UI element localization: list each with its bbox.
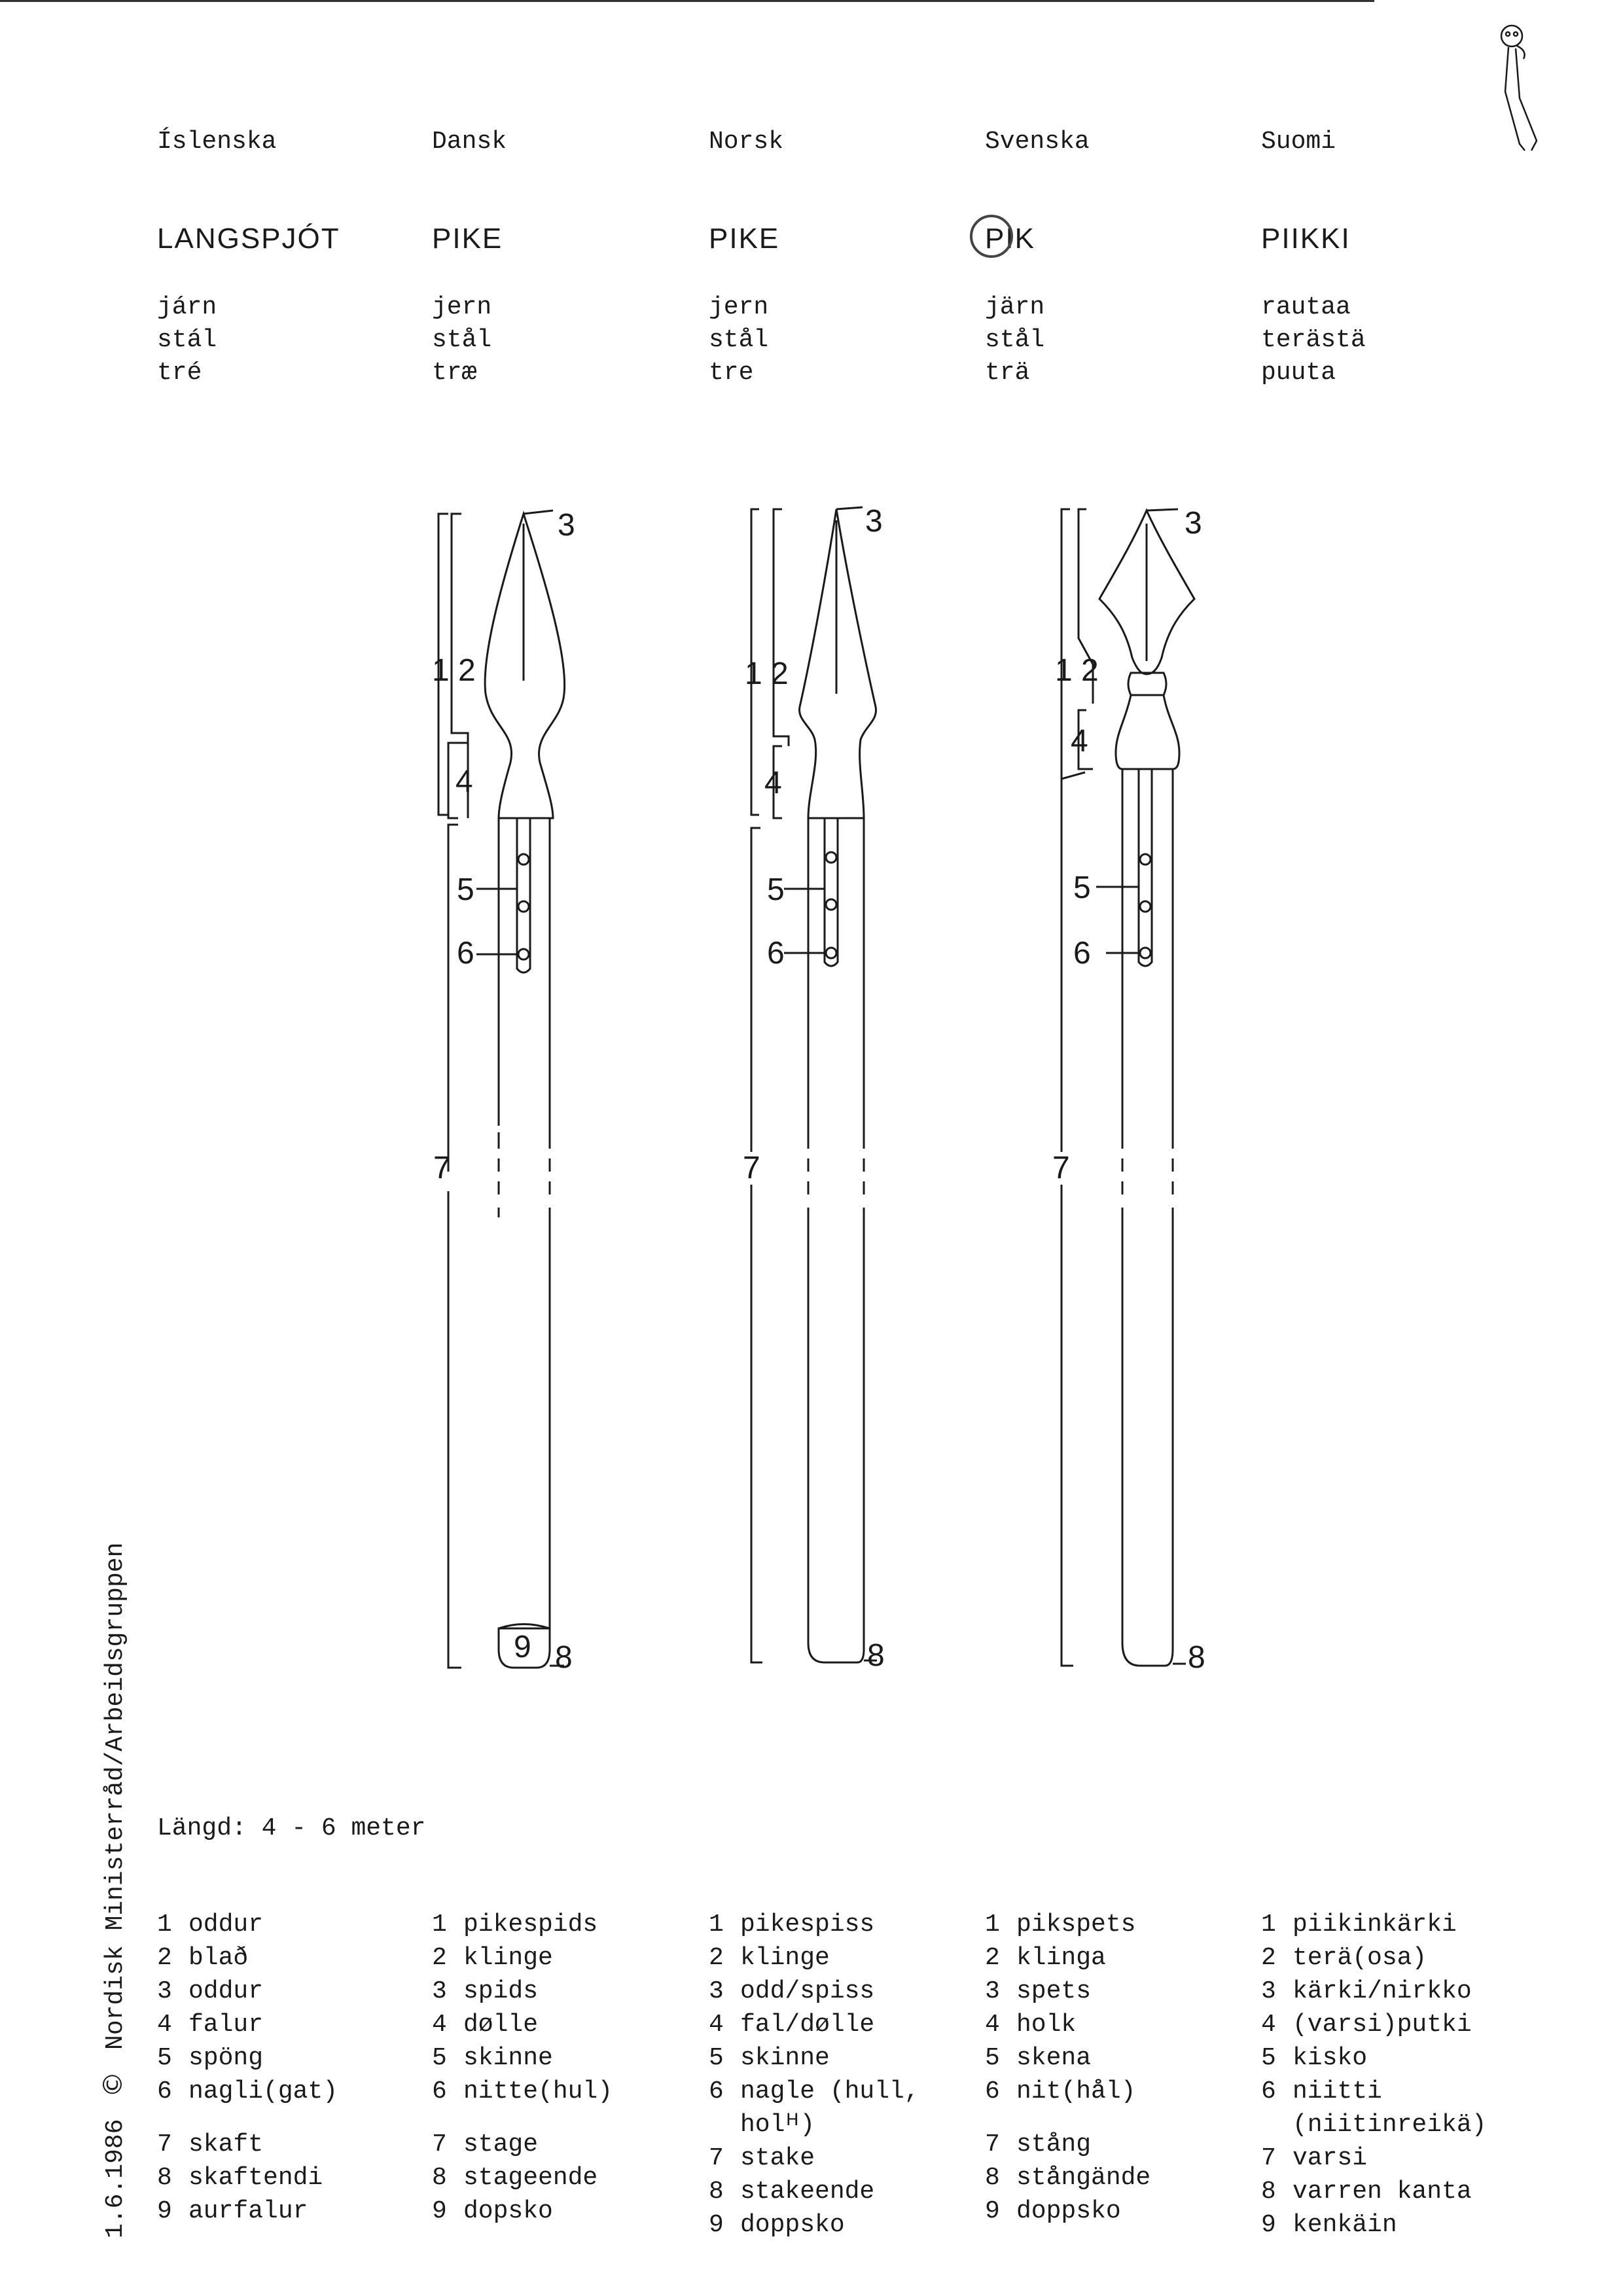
part-number: 7: [157, 2130, 172, 2159]
part-label: stageende: [463, 2164, 598, 2192]
part-number: 5: [1261, 2044, 1276, 2072]
part-number: 3: [1261, 1977, 1276, 2005]
part-number: 3: [157, 1977, 172, 2005]
part-number: 2: [157, 1944, 172, 1972]
part-number: 9: [1261, 2211, 1276, 2239]
part-number: 3: [985, 1977, 1000, 2005]
part-label: klinga: [1016, 1944, 1106, 1972]
material-item: jern: [709, 293, 769, 321]
part-number: 9: [432, 2197, 447, 2225]
label-7-pike-2: 7: [743, 1151, 760, 1185]
part-label: kisko: [1293, 2044, 1368, 2072]
part-label: niitti: [1293, 2077, 1382, 2106]
part-label: nagle (hull,: [740, 2077, 919, 2106]
label-8-pike-2: 8: [867, 1638, 885, 1673]
part-number: 7: [432, 2130, 447, 2159]
label-4-pike-1: 4: [455, 764, 473, 799]
material-item: järn: [985, 293, 1045, 321]
part-label: varsi: [1293, 2144, 1368, 2172]
language-name: Íslenska: [157, 128, 277, 156]
part-number: 1: [1261, 1910, 1276, 1939]
part-number: 8: [157, 2164, 172, 2192]
label-5-pike-3: 5: [1073, 870, 1091, 905]
weapon-term: LANGSPJÓT: [157, 223, 340, 255]
part-number: 9: [709, 2211, 724, 2239]
part-label: oddur: [188, 1910, 264, 1939]
part-label: varren kanta: [1293, 2178, 1472, 2206]
part-number: 7: [709, 2144, 724, 2172]
material-item: stål: [432, 326, 492, 354]
material-item: jern: [432, 293, 492, 321]
doodle-figure-icon: [1501, 26, 1537, 151]
material-item: puuta: [1261, 359, 1336, 387]
part-label: stång: [1016, 2130, 1092, 2159]
label-5-pike-2: 5: [767, 872, 785, 907]
part-number: 7: [1261, 2144, 1276, 2172]
circled-mark: [970, 215, 1013, 258]
part-label: spets: [1016, 1977, 1092, 2005]
part-label: kärki/nirkko: [1293, 1977, 1472, 2005]
part-label: spöng: [188, 2044, 264, 2072]
material-item: stål: [985, 326, 1045, 354]
part-label: pikespids: [463, 1910, 598, 1939]
label-1-2-pike-1: 1 2: [432, 653, 476, 688]
part-label: stake: [740, 2144, 815, 2172]
weapon-term: PIIKKI: [1261, 223, 1351, 255]
part-number: 7: [985, 2130, 1000, 2159]
label-9-pike-1: 9: [514, 1630, 531, 1664]
part-label: pikspets: [1016, 1910, 1136, 1939]
part-number: 9: [985, 2197, 1000, 2225]
length-note: Längd: 4 - 6 meter: [157, 1814, 426, 1842]
material-item: stál: [157, 326, 217, 354]
part-label: (varsi)putki: [1293, 2011, 1472, 2039]
part-label: pikespiss: [740, 1910, 875, 1939]
part-number: 4: [985, 2011, 1000, 2039]
part-label: blað: [188, 1944, 249, 1972]
label-6-pike-1: 6: [457, 936, 474, 971]
part-label: dopsko: [463, 2197, 553, 2225]
part-number: 5: [709, 2044, 724, 2072]
part-label: doppsko: [1016, 2197, 1121, 2225]
part-number: 1: [432, 1910, 447, 1939]
part-label: nagli(gat): [188, 2077, 338, 2106]
weapon-term: PIK: [985, 223, 1035, 255]
material-item: tre: [709, 359, 754, 387]
language-name: Norsk: [709, 128, 784, 156]
part-label: odd/spiss: [740, 1977, 875, 2005]
part-label: klinge: [740, 1944, 830, 1972]
label-4-pike-3: 4: [1071, 724, 1088, 759]
side-note-org: Nordisk Ministerråd/Arbeidsgruppen: [101, 1542, 130, 2050]
material-item: járn: [157, 293, 217, 321]
part-number: 4: [1261, 2011, 1276, 2039]
part-number: 1: [985, 1910, 1000, 1939]
part-label: fal/dølle: [740, 2011, 875, 2039]
part-label: holk: [1016, 2011, 1077, 2039]
part-label: skinne: [463, 2044, 553, 2072]
part-number: 2: [985, 1944, 1000, 1972]
part-label: doppsko: [740, 2211, 845, 2239]
part-number: 9: [157, 2197, 172, 2225]
part-number: 6: [985, 2077, 1000, 2106]
label-4-pike-2: 4: [764, 766, 782, 800]
language-name: Suomi: [1261, 128, 1336, 156]
label-3-pike-1: 3: [558, 508, 575, 543]
part-label: nit(hål): [1016, 2077, 1136, 2106]
part-label-continuation: holᴴ): [740, 2111, 815, 2139]
label-6-pike-3: 6: [1073, 936, 1091, 971]
part-number: 8: [432, 2164, 447, 2192]
shaft-break-marks: [494, 1136, 1177, 1208]
label-8-pike-3: 8: [1188, 1640, 1205, 1675]
part-number: 5: [157, 2044, 172, 2072]
part-label: spids: [463, 1977, 539, 2005]
part-number: 1: [157, 1910, 172, 1939]
label-8-pike-1: 8: [555, 1640, 573, 1675]
part-number: 8: [1261, 2178, 1276, 2206]
part-number: 6: [432, 2077, 447, 2106]
part-number: 3: [709, 1977, 724, 2005]
copyright-icon: ©: [98, 2071, 128, 2098]
part-label: dølle: [463, 2011, 539, 2039]
part-number: 6: [157, 2077, 172, 2106]
material-item: tré: [157, 359, 202, 387]
label-3-pike-2: 3: [865, 504, 883, 539]
part-number: 4: [432, 2011, 447, 2039]
part-label: skena: [1016, 2044, 1092, 2072]
part-label: piikinkärki: [1293, 1910, 1457, 1939]
part-number: 4: [709, 2011, 724, 2039]
part-number: 2: [1261, 1944, 1276, 1972]
part-label: nitte(hul): [463, 2077, 613, 2106]
material-item: rautaa: [1261, 293, 1351, 321]
part-number: 6: [709, 2077, 724, 2106]
part-number: 3: [432, 1977, 447, 2005]
part-number: 2: [432, 1944, 447, 1972]
part-label-continuation: (niitinreikä): [1293, 2111, 1487, 2139]
material-item: terästä: [1261, 326, 1366, 354]
part-number: 5: [985, 2044, 1000, 2072]
label-7-pike-1: 7: [433, 1151, 451, 1185]
label-5-pike-1: 5: [457, 872, 474, 907]
label-1-2-pike-2: 1 2: [745, 656, 789, 691]
figure-number-labels: [432, 504, 1205, 1675]
part-number: 8: [709, 2178, 724, 2206]
weapon-term: PIKE: [709, 223, 780, 255]
material-item: stål: [709, 326, 769, 354]
part-label: klinge: [463, 1944, 553, 1972]
part-label: aurfalur: [188, 2197, 308, 2225]
part-number: 6: [1261, 2077, 1276, 2106]
part-number: 8: [985, 2164, 1000, 2192]
part-label: terä(osa): [1293, 1944, 1427, 1972]
part-number: 2: [709, 1944, 724, 1972]
part-label: skinne: [740, 2044, 830, 2072]
part-number: 1: [709, 1910, 724, 1939]
material-item: træ: [432, 359, 477, 387]
language-name: Svenska: [985, 128, 1090, 156]
part-label: kenkäin: [1293, 2211, 1397, 2239]
part-label: stakeende: [740, 2178, 875, 2206]
weapon-term: PIKE: [432, 223, 503, 255]
side-note-date: 1.6.1986: [101, 2119, 130, 2238]
label-1-2-pike-3: 1 2: [1055, 653, 1099, 688]
part-number: 5: [432, 2044, 447, 2072]
part-label: oddur: [188, 1977, 264, 2005]
label-6-pike-2: 6: [767, 936, 785, 971]
part-label: stage: [463, 2130, 539, 2159]
language-name: Dansk: [432, 128, 507, 156]
side-note: [98, 1543, 130, 2238]
part-number: 4: [157, 2011, 172, 2039]
part-label: stångände: [1016, 2164, 1151, 2192]
part-label: skaftendi: [188, 2164, 323, 2192]
part-label: falur: [188, 2011, 264, 2039]
part-label: skaft: [188, 2130, 264, 2159]
material-item: trä: [985, 359, 1030, 387]
label-7-pike-3: 7: [1052, 1151, 1070, 1185]
label-3-pike-3: 3: [1185, 506, 1202, 541]
